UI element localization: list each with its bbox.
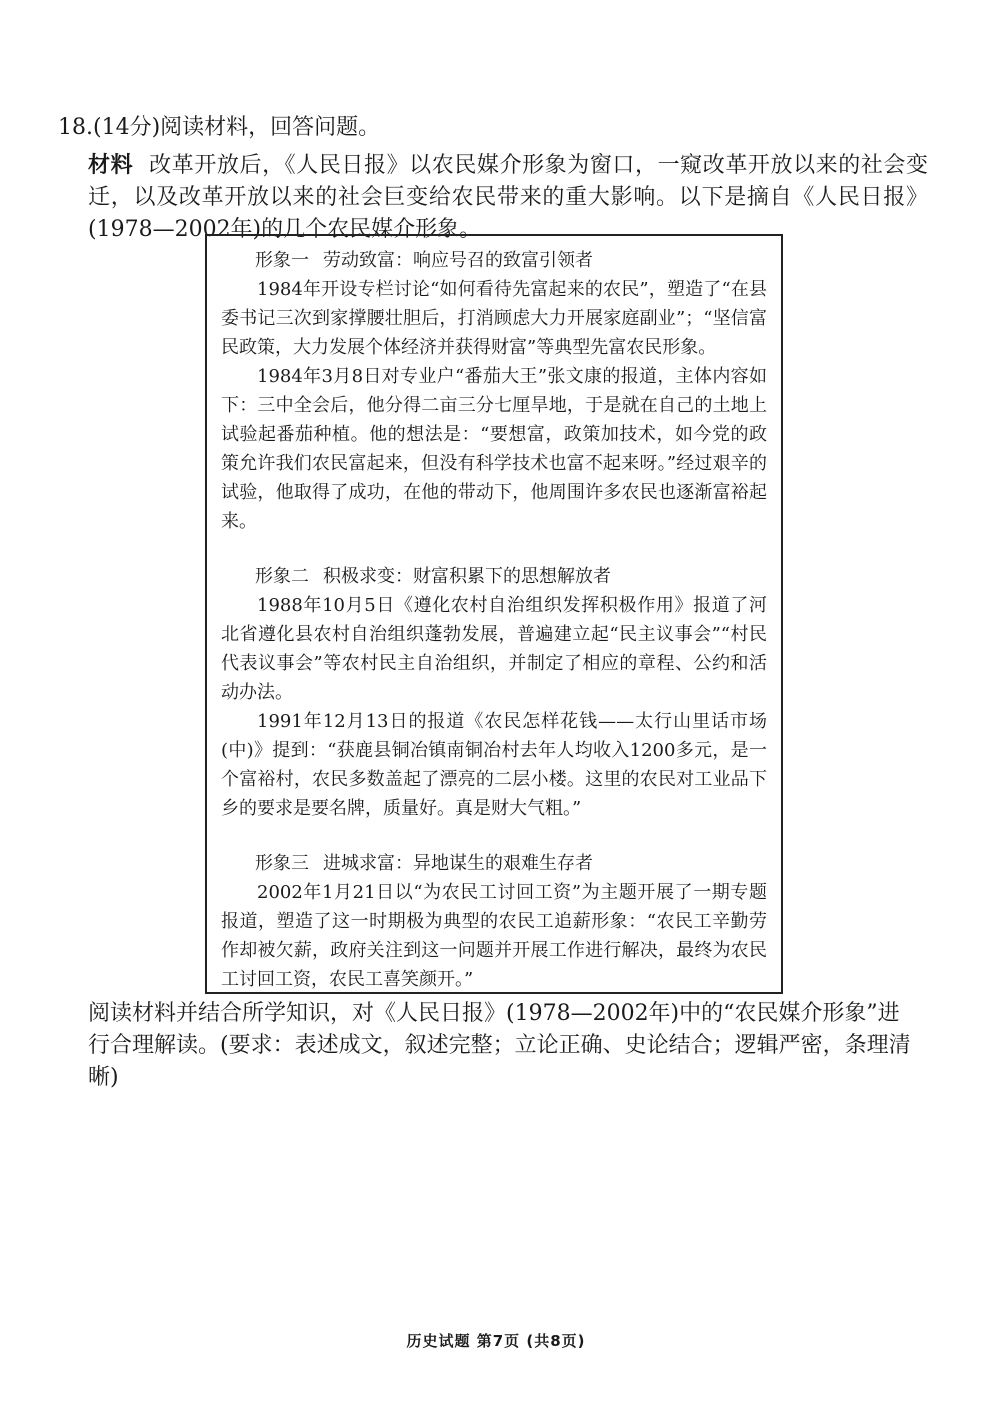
question-header (58, 112, 928, 144)
image-two-section (221, 562, 767, 823)
question-number: 18. (58, 115, 93, 140)
image-one-section (221, 246, 767, 536)
image-two-tag: 形象二 (255, 566, 309, 587)
image-three-title (221, 849, 767, 878)
image-two-heading: 积极求变：财富积累下的思想解放者 (323, 566, 611, 587)
image-two-para-1: 1988年10月5日《遵化农村自治组织发挥积极作用》报道了河北省遵化县农村自治组织蓬勃发展，普遍建立起“民主议事会”“村民代表议事会”等农村民主自治组织，并制定了相应的章程、公约和活动办法。 (221, 595, 767, 703)
image-three-heading: 进城求富：异地谋生的艰难生存者 (323, 853, 593, 874)
answer-prompt: 阅读材料并结合所学知识，对《人民日报》(1978—2002年)中的“农民媒介形象”进行合理解读。(要求：表述成文，叙述完整；立论正确、史论结合；逻辑严密，条理清晰) (88, 1001, 911, 1090)
image-one-para-2: 1984年3月8日对专业户“番茄大王”张文康的报道，主体内容如下：三中全会后，他分得二亩三分七厘旱地，于是就在自己的土地上试验起番茄种植。他的想法是：“要想富，政策加技术，如今党的政策允许我们农民富起来，但没有科学技术也富不起来呀。”经过艰辛的试验，他取得了成功，在他的带动下，他周围许多农民也逐渐富裕起来。 (221, 366, 767, 532)
image-one-heading: 劳动致富：响应号召的致富引领者 (323, 250, 593, 271)
image-three-tag: 形象三 (255, 853, 309, 874)
image-one-para-1: 1984年开设专栏讨论“如何看待先富起来的农民”，塑造了“在县委书记三次到家撑腰壮胆后，打消顾虑大力开展家庭副业”；“坚信富民政策，大力发展个体经济并获得财富”等典型先富农民形象。 (221, 279, 767, 358)
material-text: 改革开放后，《人民日报》以农民媒介形象为窗口，一窥改革开放以来的社会变迁，以及改革开放以来的社会巨变给农民带来的重大影响。以下是摘自《人民日报》(1978—2002年)的几个农民媒介形象。 (88, 153, 928, 242)
image-two-para-2: 1991年12月13日的报道《农民怎样花钱——太行山里话市场(中)》提到：“获鹿县铜冶镇南铜冶村去年人均收入1200多元，是一个富裕村，农民多数盖起了漂亮的二层小楼。这里的农民对工业品下乡的要求是要名牌，质量好。真是财大气粗。” (221, 711, 767, 819)
page-footer: 历史试题 第7页 (共8页) (406, 1332, 586, 1350)
question-18 (58, 112, 928, 246)
image-two-title (221, 562, 767, 591)
material-label: 材料 (88, 153, 134, 178)
question-instruction: 阅读材料，回答问题。 (160, 115, 381, 140)
image-one-tag: 形象一 (255, 250, 309, 271)
material-box (205, 234, 783, 994)
image-three-section (221, 849, 767, 994)
image-one-title (221, 246, 767, 275)
image-three-para-1: 2002年1月21日以“为农民工讨回工资”为主题开展了一期专题报道，塑造了这一时期极为典型的农民工追薪形象：“农民工辛勤劳作却被欠薪，政府关注到这一问题并开展工作进行解决，最终为农民工讨回工资，农民工喜笑颜开。” (221, 882, 767, 990)
material-intro (88, 150, 928, 246)
question-score: (14分) (93, 115, 161, 140)
